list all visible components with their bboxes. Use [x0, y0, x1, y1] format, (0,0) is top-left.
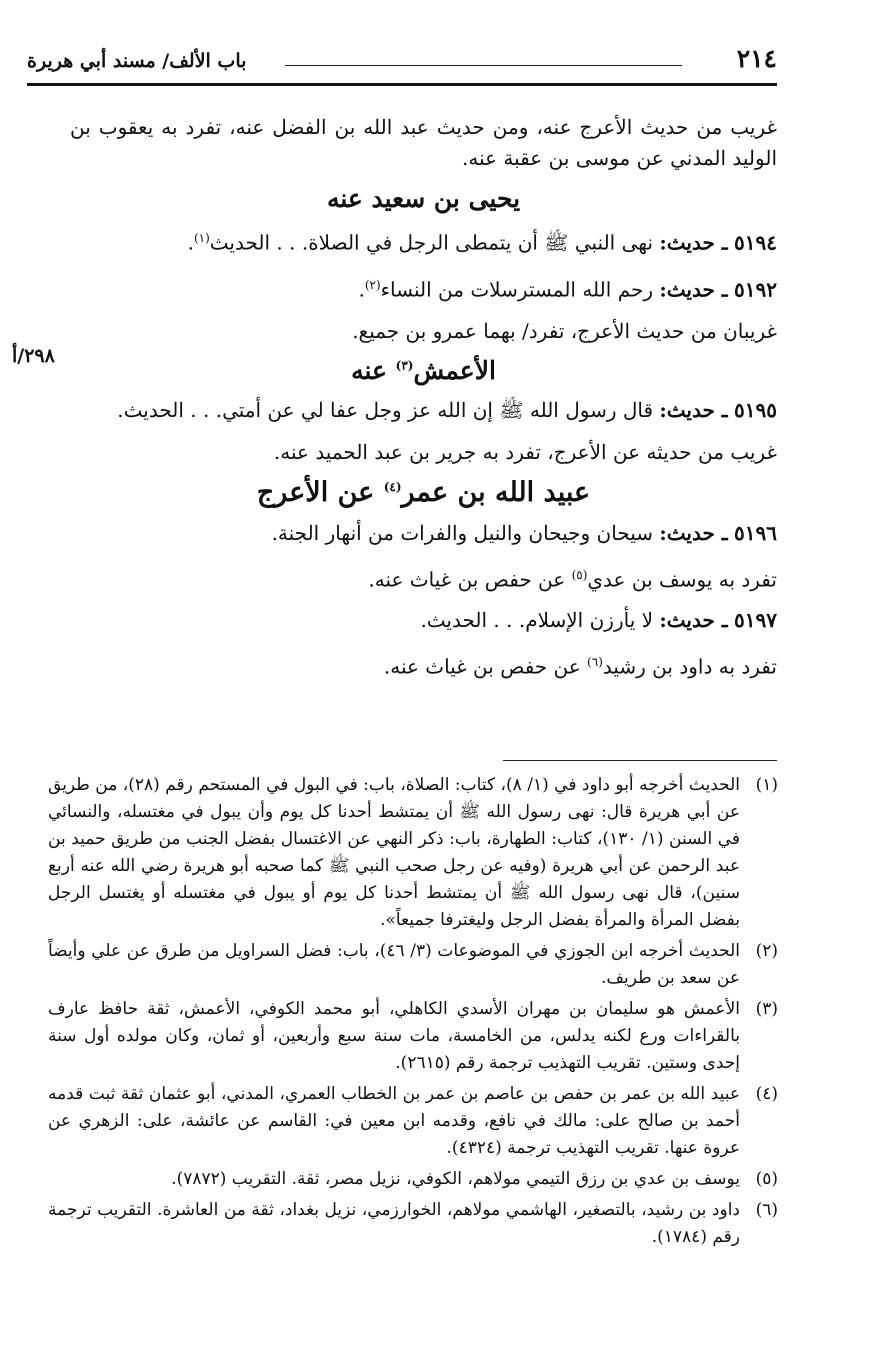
hadith-5194: ٥١٩٤ ـ حديث: نهى النبي ﷺ أن يتمطى الرجل في الصلاة. . . الحديث$^{(١)}$. [187, 230, 777, 255]
running-title: باب الألف/ مسند أبي هريرة [27, 50, 247, 72]
footnotes [48, 772, 778, 1255]
footnote [48, 938, 778, 992]
footnote-ref[interactable]: (١) [193, 231, 210, 245]
heading-tail: عن الأعرج [256, 477, 375, 509]
footnote-ref[interactable]: (٢) [364, 277, 381, 292]
footnote [48, 1081, 778, 1162]
hadith-number: ٥١٩٥ [734, 398, 777, 423]
section2-note: غريب من حديثه عن الأعرج، تفرد به جرير بن عبد الحميد عنه. [273, 440, 777, 465]
hadith-5195 [70, 395, 777, 425]
section-heading-ubaydullah [70, 477, 777, 508]
page-number: ٢١٤ [736, 44, 777, 73]
header-rule [27, 83, 777, 86]
footnote-ref[interactable]: (٣) [395, 358, 414, 373]
section1-note: غريبان من حديث الأعرج، تفرد/ بهما عمرو بن جميع. [352, 319, 777, 344]
footnote [48, 1197, 778, 1251]
footnote-number: (٤) [755, 1084, 778, 1104]
section-heading-yahya: يحيى بن سعيد عنه [326, 184, 521, 213]
hadith-number: ٥١٩٤ [734, 230, 777, 255]
hadith-text: سيحان وجيحان والنيل والفرات من أنهار الجنة. [271, 521, 654, 546]
hadith-label: ـ حديث: [659, 277, 728, 302]
heading-name: الأعمش [413, 356, 496, 386]
hadith-label: ـ حديث: [659, 398, 728, 423]
footnote [48, 996, 778, 1077]
page-header [27, 38, 777, 88]
hadith-5192: ٥١٩٢ ـ حديث: رحم الله المسترسلات من النساء$^{(٢)}$. [358, 277, 777, 302]
footnote-text: الأعمش هو سليمان بن مهران الأسدي الكاهلي، أبو محمد الكوفي، الأعمش، ثقة حافظ عارف بالقراءات ورع لكنه يدلس، من الخامسة، مات سنة سبع وأربعين، أو ثمان، وكان مولده أول سنة إحدى وستين. تقريب التهذيب ترجمة رقم (٢٦١٥). [48, 999, 740, 1073]
hadith-number: ٥١٩٢ [734, 277, 777, 302]
footnote-number: (٣) [755, 999, 778, 1019]
footnote-text: داود بن رشيد، بالتصغير، الهاشمي مولاهم، الخوارزمي، نزيل بغداد، ثقة من العاشرة. التقريب ترجمة رقم (١٧٨٤). [48, 1200, 740, 1247]
footnote-text: عبيد الله بن عمر بن حفص بن عاصم بن عمر بن الخطاب العمري، المدني، أبو عثمان ثقة ثبت قدمه أحمد بن صالح على: مالك في نافع، وقدمه ابن معين في: القاسم عن عائشة، على: الزهري عن عروة عنها. تقريب التهذيب ترجمة (٤٣٢٤). [48, 1084, 740, 1158]
footnote-ref[interactable]: (٦) [587, 654, 603, 669]
footnote-number: (٦) [755, 1200, 778, 1220]
note-text: عن حفص بن غياث عنه. [368, 567, 566, 592]
footnote-number: (١) [755, 775, 778, 795]
main-text [70, 112, 777, 692]
section-heading-amash [70, 356, 777, 385]
note-text: تفرد به داود بن رشيد [602, 654, 777, 679]
hadith-text: نهى النبي ﷺ أن يتمطى الرجل في الصلاة. . . الحديث [209, 230, 654, 255]
header-line [285, 65, 682, 66]
footnote [48, 772, 778, 934]
hadith-text: لا يأرزن الإسلام. . . الحديث. [420, 607, 654, 632]
hadith-number: ٥١٩٧ [734, 607, 777, 632]
footnote-separator [503, 760, 777, 761]
footnote-text: الحديث أخرجه ابن الجوزي في الموضوعات (٣/ ٤٦)، باب: فضل السراويل من طرق عن علي وأيضاً عن سعد بن طريف. [48, 941, 741, 988]
margin-folio-note: ٢٩٨/أ [12, 345, 55, 367]
hadith-text: قال رسول الله ﷺ إن الله عز وجل عفا لي عن أمتي. . . الحديث. [117, 398, 654, 423]
heading-tail: عنه [351, 356, 387, 386]
hadith-label: ـ حديث: [659, 230, 728, 255]
footnote-ref[interactable]: (٥) [571, 568, 588, 583]
footnote [48, 1166, 778, 1193]
footnote-number: (٢) [755, 941, 778, 961]
hadith-text: رحم الله المسترسلات من النساء [380, 277, 654, 302]
footnote-text: الحديث أخرجه أبو داود في (١/ ٨)، كتاب: الصلاة، باب: في البول في المستحم رقم (٢٨)، من طريق عن أبي هريرة قال: نهى رسول الله ﷺ أن يمتشط أحدنا كل يوم وأن يبول في مغتسله، والنسائي في السنن (١/ ١٣٠)، كتاب: الطهارة، باب: ذكر النهي عن الاغتسال بفضل الجنب من طريق حميد بن عبد الرحمن عن أبي هريرة (وفيه عن رجل صحب النبي ﷺ كما صحبه أبو هريرة رضي الله عنه أربع سنين)، قال نهى رسول الله ﷺ أن يمتشط أحدنا كل يوم أو يبول في مغتسله أو يغتسل الرجل بفضل المرأة والمرأة بفضل الرجل وليغترفا جميعاً». [48, 775, 741, 930]
note-text: تفرد به يوسف بن عدي [587, 567, 777, 592]
hadith-label: ـ حديث: [659, 607, 728, 632]
section3-note2 [70, 647, 777, 682]
hadith-5197 [70, 605, 777, 635]
hadith-5196 [70, 518, 777, 548]
hadith-number: ٥١٩٦ [734, 521, 777, 546]
footnote-number: (٥) [755, 1169, 778, 1189]
footnote-text: يوسف بن عدي بن رزق التيمي مولاهم، الكوفي، نزيل مصر، ثقة. التقريب (٧٨٧٢). [171, 1169, 740, 1189]
hadith-label: ـ حديث: [659, 521, 728, 546]
footnote-ref[interactable]: (٤) [383, 480, 402, 495]
section3-note1 [70, 560, 777, 595]
note-text: عن حفص بن غياث عنه. [383, 654, 581, 679]
intro-paragraph: غريب من حديث الأعرج عنه، ومن حديث عبد الله بن الفضل عنه، تفرد به يعقوب بن الوليد المدني عن موسى بن عقبة عنه. [70, 115, 777, 170]
heading-name: عبيد الله بن عمر [401, 477, 591, 509]
